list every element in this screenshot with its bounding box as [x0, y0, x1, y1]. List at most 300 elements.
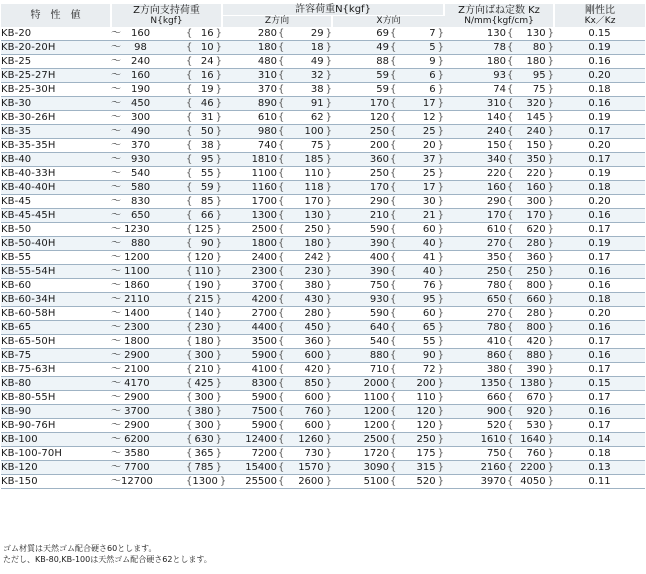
table-row	[1, 69, 645, 83]
value: 55	[200, 168, 214, 180]
bracket-open: {	[186, 392, 193, 404]
rigidity-ratio-cell: 0.17	[554, 419, 645, 433]
value: 60	[422, 308, 436, 320]
rigidity-ratio-cell: 0.16	[554, 97, 645, 111]
spring-kgf-cell	[506, 223, 554, 237]
table-row	[1, 419, 645, 433]
bracket-open: {	[278, 140, 285, 152]
value: 190	[194, 280, 214, 292]
model-cell: KB-45	[1, 195, 111, 209]
value: 2600	[298, 476, 324, 488]
model-cell: KB-30-26H	[1, 111, 111, 125]
bracket-open: {	[278, 28, 285, 40]
value: 250	[526, 266, 546, 278]
allow-x-newton-cell: 170	[332, 97, 389, 111]
bracket-close: }	[547, 462, 555, 474]
bracket-close: }	[437, 224, 445, 236]
bracket-open: {	[507, 434, 514, 446]
allowable-load-header	[222, 4, 444, 16]
value: 120	[416, 406, 436, 418]
spring-newton-cell: 93	[444, 69, 506, 83]
rigidity-ratio-cell: 0.20	[554, 139, 645, 153]
bracket-open: {	[390, 140, 397, 152]
value: 60	[422, 224, 436, 236]
bracket-close: }	[437, 434, 445, 446]
value: 175	[416, 448, 436, 460]
value: 180	[526, 56, 546, 68]
bracket-close: }	[325, 56, 333, 68]
allow-z-kgf-cell	[277, 335, 332, 349]
spring-kgf-cell	[506, 349, 554, 363]
rigidity-ratio-cell: 0.16	[554, 321, 645, 335]
spring-newton-cell: 650	[444, 293, 506, 307]
bracket-close: }	[325, 336, 333, 348]
bracket-open: {	[278, 42, 285, 54]
z-support-newton-cell: ～ 3580	[111, 447, 185, 461]
bracket-open: {	[507, 462, 514, 474]
z-support-newton-cell: ～ 2900	[111, 391, 185, 405]
spring-newton-cell: 240	[444, 125, 506, 139]
bracket-close: }	[215, 238, 223, 250]
bracket-close: }	[325, 266, 333, 278]
allow-x-newton-cell: 880	[332, 349, 389, 363]
value: 20	[422, 140, 436, 152]
spring-kgf-cell	[506, 475, 554, 489]
bracket-close: }	[215, 98, 223, 110]
value: 360	[526, 252, 546, 264]
model-cell: KB-50-40H	[1, 237, 111, 251]
bracket-close: }	[437, 182, 445, 194]
bracket-close: }	[437, 322, 445, 334]
allow-x-newton-cell: 200	[332, 139, 389, 153]
bracket-close: }	[437, 112, 445, 124]
bracket-open: {	[390, 70, 397, 82]
spring-kgf-cell	[506, 307, 554, 321]
spring-newton-cell: 900	[444, 405, 506, 419]
bracket-open: {	[278, 434, 285, 446]
bracket-open: {	[507, 196, 514, 208]
z-support-newton-cell: ～ 300	[111, 111, 185, 125]
bracket-open: {	[390, 84, 397, 96]
value: 520	[416, 476, 436, 488]
allow-x-newton-cell: 390	[332, 237, 389, 251]
spring-newton-cell: 380	[444, 363, 506, 377]
model-cell: KB-40	[1, 153, 111, 167]
bracket-open: {	[186, 126, 193, 138]
bracket-open: {	[390, 280, 397, 292]
value: 850	[304, 378, 324, 390]
z-support-kgf-cell	[185, 391, 222, 405]
allow-z-kgf-cell	[277, 181, 332, 195]
rigidity-ratio-cell: 0.18	[554, 447, 645, 461]
allow-z-newton-cell: 310	[222, 69, 277, 83]
bracket-open: {	[507, 336, 514, 348]
model-cell: KB-35-35H	[1, 139, 111, 153]
bracket-open: {	[278, 350, 285, 362]
z-support-newton-cell: ～ 930	[111, 153, 185, 167]
value: 320	[526, 98, 546, 110]
value: 4050	[520, 476, 546, 488]
z-support-newton-cell: ～ 490	[111, 125, 185, 139]
model-cell: KB-80-55H	[1, 391, 111, 405]
bracket-close: }	[325, 322, 333, 334]
bracket-close: }	[325, 140, 333, 152]
bracket-open: {	[507, 84, 514, 96]
bracket-close: }	[215, 350, 223, 362]
allow-x-newton-cell: 1720	[332, 447, 389, 461]
z-support-unit: N{kgf}	[150, 15, 183, 26]
allow-z-kgf-cell	[277, 125, 332, 139]
spring-kgf-cell	[506, 405, 554, 419]
bracket-open: {	[278, 364, 285, 376]
table-row	[1, 321, 645, 335]
bracket-open: {	[278, 182, 285, 194]
model-cell: KB-55	[1, 251, 111, 265]
bracket-open: {	[390, 238, 397, 250]
bracket-close: }	[547, 224, 555, 236]
allow-z-newton-cell: 740	[222, 139, 277, 153]
bracket-close: }	[547, 182, 555, 194]
value: 17	[422, 98, 436, 110]
value: 530	[526, 420, 546, 432]
bracket-open: {	[186, 238, 193, 250]
bracket-close: }	[325, 462, 333, 474]
bracket-open: {	[507, 378, 514, 390]
bracket-open: {	[390, 294, 397, 306]
value: 10	[200, 42, 214, 54]
rigidity-ratio-cell: 0.19	[554, 111, 645, 125]
allow-z-newton-cell: 5900	[222, 349, 277, 363]
allow-x-kgf-cell	[389, 279, 444, 293]
value: 6	[429, 84, 436, 96]
bracket-open: {	[186, 84, 193, 96]
value: 300	[194, 420, 214, 432]
bracket-open: {	[186, 322, 193, 334]
bracket-open: {	[186, 28, 193, 40]
spring-newton-cell: 180	[444, 55, 506, 69]
allow-z-kgf-cell	[277, 209, 332, 223]
allow-x-kgf-cell	[389, 349, 444, 363]
bracket-close: }	[547, 448, 555, 460]
table-row	[1, 307, 645, 321]
z-support-newton-cell: ～ 2900	[111, 349, 185, 363]
value: 29	[310, 28, 324, 40]
allow-z-newton-cell: 7200	[222, 447, 277, 461]
spring-kgf-cell	[506, 41, 554, 55]
z-support-kgf-cell	[185, 139, 222, 153]
bracket-close: }	[437, 28, 445, 40]
bracket-close: }	[215, 392, 223, 404]
rigidity-ratio-cell: 0.18	[554, 293, 645, 307]
bracket-close: }	[547, 42, 555, 54]
allow-z-newton-cell: 980	[222, 125, 277, 139]
bracket-open: {	[278, 126, 285, 138]
z-direction-label: Z方向	[264, 16, 290, 26]
bracket-open: {	[278, 322, 285, 334]
bracket-close: }	[437, 336, 445, 348]
bracket-close: }	[325, 168, 333, 180]
table-row	[1, 349, 645, 363]
allow-z-kgf-cell	[277, 83, 332, 97]
bracket-open: {	[390, 56, 397, 68]
bracket-open: {	[278, 336, 285, 348]
value: 200	[416, 378, 436, 390]
value: 62	[310, 112, 324, 124]
table-row	[1, 223, 645, 237]
allow-x-newton-cell: 710	[332, 363, 389, 377]
allow-z-newton-cell: 2300	[222, 265, 277, 279]
spring-kgf-cell	[506, 279, 554, 293]
bracket-close: }	[325, 252, 333, 264]
bracket-open: {	[278, 462, 285, 474]
bracket-close: }	[325, 364, 333, 376]
allow-x-newton-cell: 290	[332, 195, 389, 209]
bracket-close: }	[547, 364, 555, 376]
bracket-open: {	[390, 112, 397, 124]
bracket-open: {	[390, 420, 397, 432]
allow-x-newton-cell: 250	[332, 125, 389, 139]
table-row	[1, 97, 645, 111]
spring-newton-cell: 750	[444, 447, 506, 461]
model-cell: KB-20	[1, 27, 111, 41]
value: 55	[422, 336, 436, 348]
allow-z-kgf-cell	[277, 195, 332, 209]
spring-newton-cell: 1350	[444, 377, 506, 391]
bracket-close: }	[325, 308, 333, 320]
spring-newton-cell: 310	[444, 97, 506, 111]
bracket-open: {	[186, 462, 193, 474]
allow-z-newton-cell: 8300	[222, 377, 277, 391]
bracket-open: {	[186, 280, 193, 292]
value: 49	[310, 56, 324, 68]
value: 95	[200, 154, 214, 166]
allow-x-kgf-cell	[389, 195, 444, 209]
bracket-close: }	[325, 154, 333, 166]
value: 240	[526, 126, 546, 138]
bracket-close: }	[547, 98, 555, 110]
model-cell: KB-30	[1, 97, 111, 111]
allow-x-newton-cell: 3090	[332, 461, 389, 475]
value: 1260	[298, 434, 324, 446]
model-cell: KB-65-50H	[1, 335, 111, 349]
value: 250	[304, 224, 324, 236]
model-cell: KB-35	[1, 125, 111, 139]
z-support-newton-cell: ～ 2100	[111, 363, 185, 377]
allow-z-kgf-cell	[277, 447, 332, 461]
allow-x-kgf-cell	[389, 97, 444, 111]
table-row	[1, 475, 645, 489]
bracket-close: }	[215, 266, 223, 278]
spring-kgf-cell	[506, 97, 554, 111]
value: 430	[304, 294, 324, 306]
bracket-close: }	[325, 238, 333, 250]
value: 380	[194, 406, 214, 418]
model-cell: KB-100	[1, 433, 111, 447]
value: 180	[194, 336, 214, 348]
bracket-open: {	[186, 154, 193, 166]
rigidity-title: 剛性比	[585, 4, 616, 16]
value: 1570	[298, 462, 324, 474]
value: 46	[200, 98, 214, 110]
allow-x-newton-cell: 210	[332, 209, 389, 223]
z-support-newton-cell: ～ 650	[111, 209, 185, 223]
bracket-close: }	[215, 378, 223, 390]
bracket-close: }	[325, 42, 333, 54]
allow-z-newton-cell: 280	[222, 27, 277, 41]
allow-x-kgf-cell	[389, 55, 444, 69]
bracket-close: }	[325, 448, 333, 460]
allow-z-kgf-cell	[277, 97, 332, 111]
allow-x-kgf-cell	[389, 251, 444, 265]
model-cell: KB-120	[1, 461, 111, 475]
allow-z-kgf-cell	[277, 167, 332, 181]
bracket-close: }	[325, 406, 333, 418]
value: 95	[422, 294, 436, 306]
bracket-open: {	[390, 392, 397, 404]
bracket-close: }	[325, 294, 333, 306]
bracket-open: {	[507, 182, 514, 194]
bracket-close: }	[547, 252, 555, 264]
bracket-close: }	[547, 84, 555, 96]
table-row	[1, 293, 645, 307]
bracket-close: }	[437, 168, 445, 180]
allow-x-kgf-cell	[389, 111, 444, 125]
bracket-close: }	[215, 224, 223, 236]
value: 25	[422, 168, 436, 180]
value: 6	[429, 70, 436, 82]
bracket-open: {	[278, 280, 285, 292]
value: 38	[310, 84, 324, 96]
allow-z-newton-cell: 480	[222, 55, 277, 69]
bracket-close: }	[325, 126, 333, 138]
bracket-open: {	[278, 224, 285, 236]
bracket-open: {	[278, 406, 285, 418]
spring-kgf-cell	[506, 293, 554, 307]
z-direction-header	[222, 16, 332, 28]
bracket-open: {	[507, 126, 514, 138]
value: 16	[200, 70, 214, 82]
z-support-title: Z方向支持荷重	[133, 4, 200, 16]
value: 280	[526, 238, 546, 250]
allow-z-kgf-cell	[277, 433, 332, 447]
value: 800	[526, 280, 546, 292]
bracket-close: }	[325, 28, 333, 40]
value: 600	[304, 420, 324, 432]
value: 242	[304, 252, 324, 264]
value: 18	[310, 42, 324, 54]
allow-z-newton-cell: 180	[222, 41, 277, 55]
bracket-open: {	[278, 56, 285, 68]
spring-newton-cell: 290	[444, 195, 506, 209]
allow-z-kgf-cell	[277, 153, 332, 167]
spring-newton-cell: 170	[444, 209, 506, 223]
bracket-open: {	[507, 70, 514, 82]
value: 215	[194, 294, 214, 306]
allow-z-kgf-cell	[277, 349, 332, 363]
table-row	[1, 363, 645, 377]
bracket-close: }	[325, 98, 333, 110]
z-support-newton-cell: ～ 540	[111, 167, 185, 181]
z-support-kgf-cell	[185, 349, 222, 363]
value: 125	[194, 224, 214, 236]
table-row	[1, 265, 645, 279]
model-cell: KB-45-45H	[1, 209, 111, 223]
spring-kgf-cell	[506, 447, 554, 461]
model-cell: KB-60-58H	[1, 307, 111, 321]
value: 730	[304, 448, 324, 460]
bracket-open: {	[507, 140, 514, 152]
allow-z-newton-cell: 15400	[222, 461, 277, 475]
z-support-kgf-cell	[185, 111, 222, 125]
bracket-close: }	[547, 28, 555, 40]
value: 360	[304, 336, 324, 348]
model-cell: KB-60	[1, 279, 111, 293]
z-support-newton-cell: ～ 2300	[111, 321, 185, 335]
z-support-newton-cell: ～ 1100	[111, 265, 185, 279]
spring-kgf-cell	[506, 419, 554, 433]
value: 19	[200, 84, 214, 96]
z-support-kgf-cell	[185, 405, 222, 419]
bracket-close: }	[325, 392, 333, 404]
value: 91	[310, 98, 324, 110]
bracket-close: }	[547, 70, 555, 82]
bracket-open: {	[390, 434, 397, 446]
allow-z-newton-cell: 1810	[222, 153, 277, 167]
bracket-close: }	[325, 112, 333, 124]
bracket-close: }	[437, 266, 445, 278]
z-support-kgf-cell	[185, 307, 222, 321]
allow-x-kgf-cell	[389, 167, 444, 181]
bracket-close: }	[437, 294, 445, 306]
z-support-kgf-cell	[185, 41, 222, 55]
model-cell: KB-40-33H	[1, 167, 111, 181]
bracket-close: }	[437, 140, 445, 152]
bracket-open: {	[278, 308, 285, 320]
allow-x-kgf-cell	[389, 433, 444, 447]
bracket-open: {	[390, 448, 397, 460]
bracket-open: {	[186, 364, 193, 376]
bracket-close: }	[215, 280, 223, 292]
bracket-open: {	[186, 294, 193, 306]
table-row	[1, 461, 645, 475]
allow-z-kgf-cell	[277, 55, 332, 69]
bracket-close: }	[325, 378, 333, 390]
allow-z-kgf-cell	[277, 41, 332, 55]
allow-z-kgf-cell	[277, 405, 332, 419]
z-support-newton-cell: ～ 1230	[111, 223, 185, 237]
spring-kgf-cell	[506, 195, 554, 209]
z-support-kgf-cell	[185, 153, 222, 167]
spring-kgf-cell	[506, 55, 554, 69]
allow-x-kgf-cell	[389, 69, 444, 83]
bracket-open: {	[507, 28, 514, 40]
allow-x-newton-cell: 59	[332, 69, 389, 83]
z-support-newton-cell: ～ 190	[111, 83, 185, 97]
allow-z-kgf-cell	[277, 391, 332, 405]
z-support-kgf-cell	[185, 223, 222, 237]
bracket-open: {	[390, 168, 397, 180]
model-cell: KB-80	[1, 377, 111, 391]
spring-kgf-cell	[506, 153, 554, 167]
bracket-open: {	[390, 308, 397, 320]
bracket-open: {	[507, 476, 514, 488]
value: 1300	[192, 476, 218, 488]
bracket-close: }	[547, 280, 555, 292]
table-row	[1, 237, 645, 251]
bracket-open: {	[507, 322, 514, 334]
model-cell: KB-150	[1, 475, 111, 489]
bracket-close: }	[325, 84, 333, 96]
